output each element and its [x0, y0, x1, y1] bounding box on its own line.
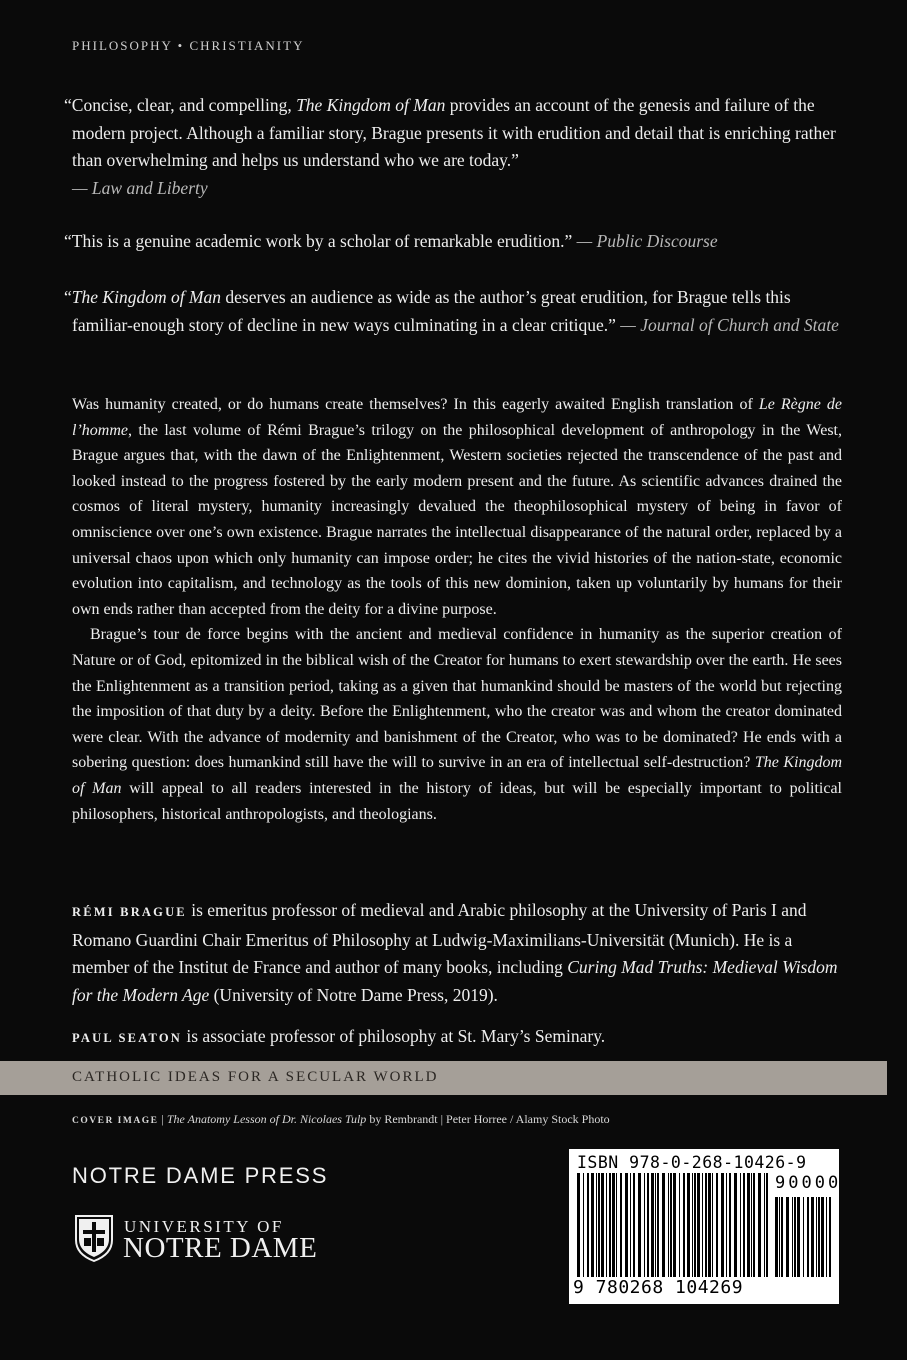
- quote-source: — Public Discourse: [576, 231, 718, 251]
- description-text: Brague’s tour de force begins with the ancient and medieval confidence in humanity as the superior creation of Nature or of God, epitomized in the biblical wish of the Creator for humans to exert stewardship over the earth. He sees the Enlightenment as a transition period, taking as a given that humankind should be masters of the world but rejecting the imposition of that duty by a deity. Before the Enlightenment, who the creator was and whom the creator dominated were clear. With the advance of modernity and banishment of the Creator, who was to be dominated? He ends with a sobering question: does humankind still have the will to survive in an era of intellectual self-destruction?: [72, 626, 842, 772]
- quote-text: provides an account of the genesis and failure of the modern project. Although a familiar story, Brague presents it with erudition and detail that is enriching rather than overwhelming and helps us understand who we are today.”: [72, 95, 836, 170]
- bio-book-title: Curing Mad Truths: Medieval Wisdom for the Modern Age: [72, 957, 838, 1005]
- description-paragraph-1: [72, 392, 842, 622]
- barcode-bars: [577, 1173, 769, 1277]
- translator-bio: [72, 1023, 844, 1053]
- translator-name: PAUL SEATON: [72, 1031, 182, 1045]
- review-quote-2: [64, 228, 842, 256]
- author-name: RÉMI BRAGUE: [72, 905, 187, 919]
- cover-credit: [72, 1112, 610, 1127]
- quote-text: “This is a genuine academic work by a scholar of remarkable erudition.”: [64, 231, 573, 251]
- quote-text: “: [64, 287, 72, 307]
- quote-title: The Kingdom of Man: [71, 287, 222, 307]
- series-band: [0, 1061, 887, 1095]
- description-paragraph-2: [72, 622, 842, 827]
- notre-dame-shield-icon: [74, 1214, 114, 1262]
- description-title: Le Règne de l’homme: [72, 396, 842, 439]
- cover-credit-separator: |: [158, 1112, 167, 1126]
- author-bio: [72, 897, 844, 1009]
- price-code: 90000: [775, 1173, 842, 1193]
- isbn-number: ISBN 978-0-268-10426-9: [577, 1153, 807, 1172]
- review-quote-1: [64, 92, 842, 202]
- description-title: The Kingdom of Man: [72, 754, 843, 797]
- description-text: , the last volume of Rémi Brague’s trilogy on the philosophical development of anthropology in the West, Brague argues that, with the dawn of the Enlightenment, Western societies rejected the transcendence of the past and looked instead to the progress fostered by the early modern present and the future. As scientific advances drained the cosmos of literal mystery, humanity increasingly devalued the theophilosophical mystery of being in favor of omniscience over one’s own existence. Brague narrates the intellectual disappearance of the natural order, replaced by a universal chaos upon which only humanity can impose order; he cites the vivid histories of the nation-state, economic evolution into capitalism, and technology as the tools of this new dominion, taken up voluntarily by humans for their own ends rather than accepted from the deity for a divine purpose.: [72, 421, 842, 618]
- series-title: CATHOLIC IDEAS FOR A SECULAR WORLD: [72, 1069, 439, 1085]
- quote-title: The Kingdom of Man: [296, 95, 446, 115]
- isbn-barcode: [569, 1149, 842, 1304]
- bio-text: is emeritus professor of medieval and Arabic philosophy at the University of Paris I and Romano Guardini Chair Emeritus of Philosophy at Ludwig-Maximilians-Universität (Munich). He is a member of the Institut de France and author of many books, including: [72, 900, 807, 977]
- university-name-line-1: UNIVERSITY OF: [124, 1217, 284, 1236]
- cover-credit-label: COVER IMAGE: [72, 1116, 159, 1126]
- category-label: PHILOSOPHY • CHRISTIANITY: [72, 38, 305, 53]
- university-name-line-2: NOTRE DAME: [123, 1232, 318, 1264]
- quote-source: — Journal of Church and State: [620, 314, 839, 335]
- description-text: will appeal to all readers interested in the history of ideas, but will be especially important to political philosophers, historical anthropologists, and theologians.: [72, 779, 843, 823]
- quote-text: deserves an audience as wide as the author’s great erudition, for Brague tells this familiar-enough story of decline in new ways culminating in a clear critique.”: [72, 287, 791, 335]
- press-name: NOTRE DAME PRESS: [72, 1163, 329, 1188]
- review-quote-3: [64, 284, 842, 339]
- book-description: [72, 392, 842, 827]
- quote-source: — Law and Liberty: [72, 177, 208, 198]
- quote-text: “Concise, clear, and compelling,: [64, 95, 297, 115]
- ean-digits: 9 780268 104269: [573, 1277, 744, 1298]
- bio-text: (University of Notre Dame Press, 2019).: [209, 984, 498, 1005]
- cover-image-credit: by Rembrandt | Peter Horree / Alamy Stock Photo: [366, 1112, 610, 1126]
- price-barcode-bars: [775, 1197, 831, 1277]
- cover-image-title: The Anatomy Lesson of Dr. Nicolaes Tulp: [166, 1112, 367, 1126]
- description-text: Was humanity created, or do humans create themselves? In this eagerly awaited English translation of: [72, 396, 759, 413]
- bio-text: is associate professor of philosophy at St. Mary’s Seminary.: [182, 1026, 606, 1046]
